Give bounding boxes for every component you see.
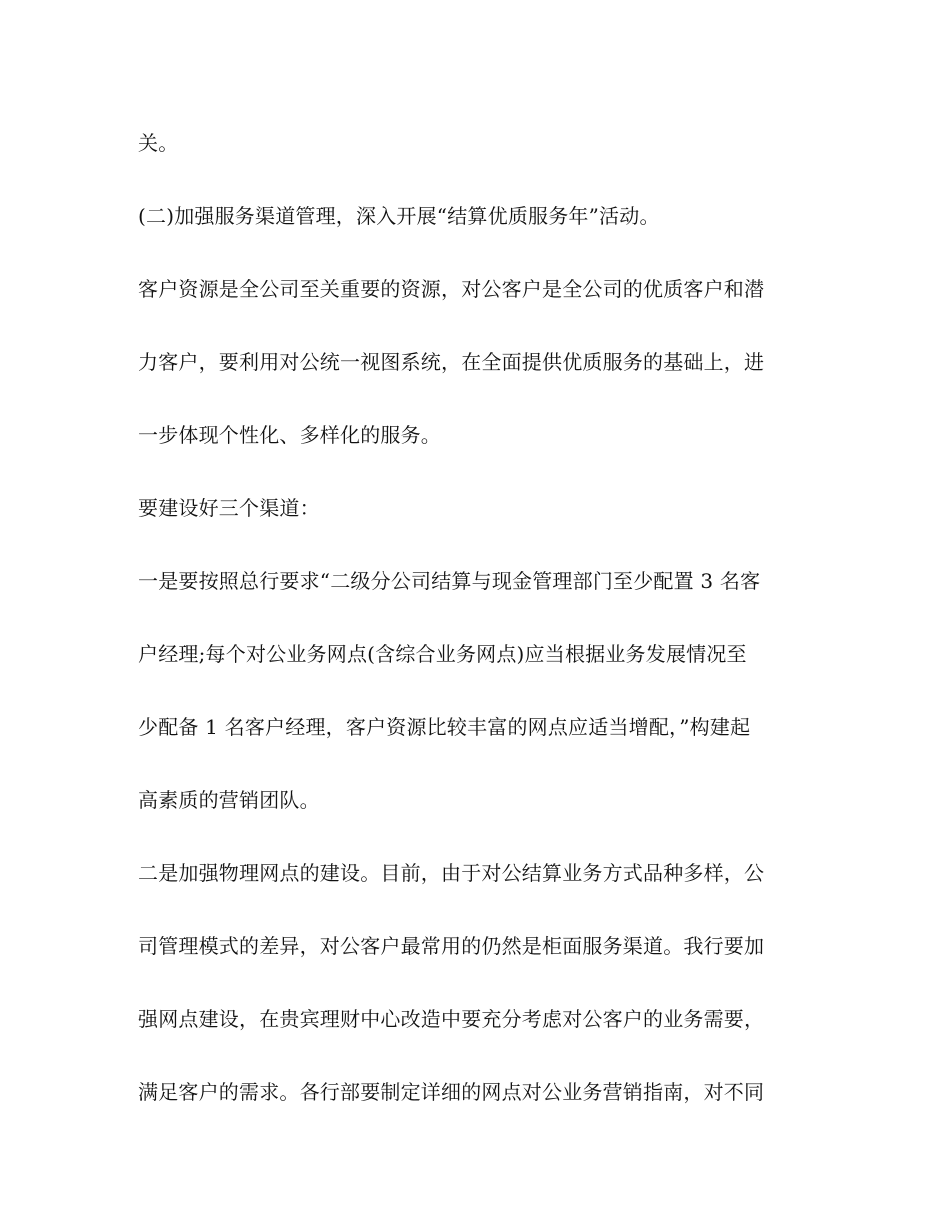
- section-heading: (二)加强服务渠道管理，深入开展“结算优质服务年”活动。: [138, 204, 660, 228]
- text-line: 司管理模式的差异，对公客户最常用的仍然是柜面服务渠道。我行要加: [138, 934, 765, 958]
- text-line: 要建设好三个渠道：: [138, 496, 320, 520]
- text-line: 力客户，要利用对公统一视图系统，在全面提供优质服务的基础上，进: [138, 350, 765, 374]
- text-line: 少配备 1 名客户经理，客户资源比较丰富的网点应适当增配，”构建起: [138, 715, 751, 739]
- text-line: 高素质的营销团队。: [138, 788, 320, 812]
- text-line: 户经理;每个对公业务网点(含综合业务网点)应当根据业务发展情况至: [138, 642, 747, 666]
- text-line: 强网点建设，在贵宾理财中心改造中要充分考虑对公客户的业务需要，: [138, 1007, 765, 1031]
- text-line: 一步体现个性化、多样化的服务。: [138, 423, 441, 447]
- text-line: 一是要按照总行要求“二级分公司结算与现金管理部门至少配置 3 名客: [138, 569, 761, 593]
- text-line: 二是加强物理网点的建设。目前，由于对公结算业务方式品种多样，公: [138, 861, 765, 885]
- text-line: 满足客户的需求。各行部要制定详细的网点对公业务营销指南，对不同: [138, 1080, 765, 1104]
- text-line: 客户资源是全公司至关重要的资源，对公客户是全公司的优质客户和潜: [138, 277, 765, 301]
- text-line: 关。: [138, 131, 179, 155]
